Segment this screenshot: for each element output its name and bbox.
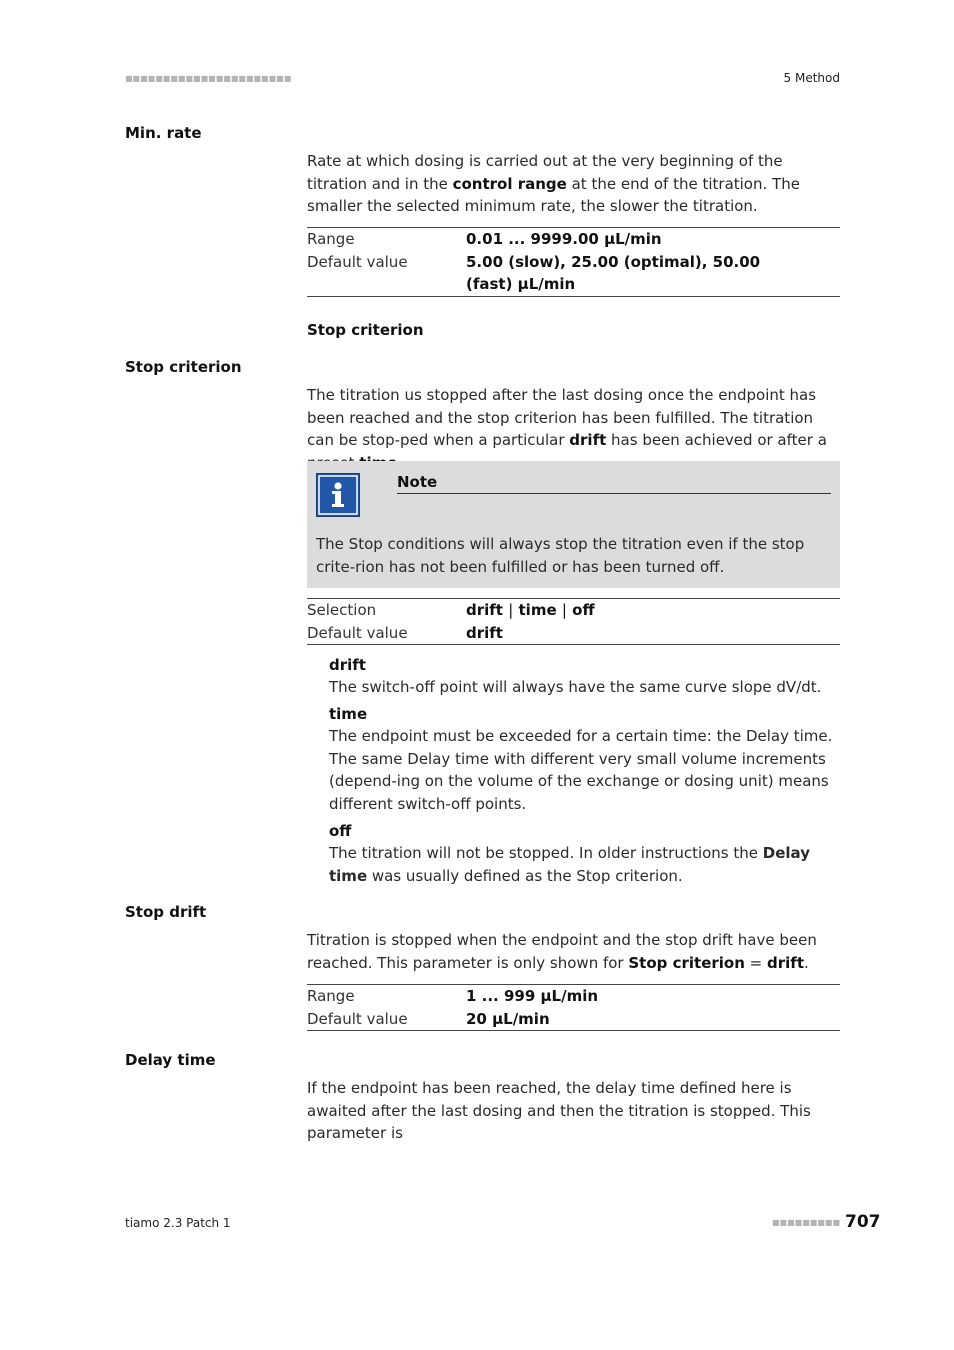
delay-time-description: If the endpoint has been reached, the delay time defined here is awaited after the last dosing and then the titration is stopped. This parameter is [307,1079,811,1142]
default-value: 20 µL/min [466,1009,550,1028]
param-label-delay-time: Delay time [125,1051,216,1069]
header-decoration: ■■■■■■■■■■■■■■■■■■■■■■ [125,74,292,83]
option-off [329,820,841,887]
default-value: drift [466,623,503,642]
stop-criterion-description: The titration us stopped after the last dosing once the endpoint has been reached and the stop criterion has been fulfilled. The titration can be stop-ped when a particular drift has been achieved or after a [307,386,827,449]
param-label-min-rate: Min. rate [125,124,202,142]
page-number: 707 [845,1212,881,1232]
stop-drift-description: Titration is stopped when the endpoint and the stop drift have been reached. This parameter is only shown for Stop criterion = drift. [307,931,817,972]
note-box [307,461,840,588]
note-title: Note [397,471,831,494]
option-time [329,703,841,815]
option-description: The switch-off point will always have the same curve slope dV/dt. [329,678,822,696]
stop-drift-table [307,984,840,1031]
option-term: off [329,822,352,840]
default-key: Default value [307,623,408,642]
option-description: The endpoint must be exceeded for a certain time: the Delay time. The same Delay time with different very small volume increments (depend-ing on the volume of the exchange or dosing unit) means different switch-off points. [329,727,833,813]
default-value: 5.00 (slow), 25.00 (optimal), 50.00 (fast) µL/min [466,252,761,293]
param-label-stop-criterion: Stop criterion [125,358,242,376]
stop-criterion-table [307,598,840,645]
product-name: tiamo 2.3 Patch 1 [125,1216,231,1230]
option-term: drift [329,656,366,674]
default-key: Default value [307,252,408,271]
min-rate-description: Rate at which dosing is carried out at the very beginning of the titration and in the control range at the end of the titration. The smaller the selected minimum rate, the slower the titration. [307,152,800,215]
option-drift [329,654,841,699]
subheading-stop-criterion: Stop criterion [307,321,424,339]
min-rate-table [307,227,840,297]
range-value: 1 ... 999 µL/min [466,987,599,1005]
param-label-stop-drift: Stop drift [125,903,207,921]
info-icon [316,473,360,517]
option-description: The titration will not be stopped. In older instructions the Delay time was usually defined as the Stop criterion. [329,844,810,885]
footer-decoration: ■■■■■■■■■ [772,1218,841,1227]
selection-value: drift | time | off [466,601,595,619]
selection-key: Selection [307,601,377,619]
section-title: 5 Method [783,71,840,85]
range-value: 0.01 ... 9999.00 µL/min [466,230,662,248]
range-key: Range [307,230,355,248]
note-text: The Stop conditions will always stop the titration even if the stop crite-rion has not been fulfilled or has been turned off. [316,535,805,576]
default-key: Default value [307,1009,408,1028]
option-term: time [329,705,368,723]
range-key: Range [307,987,355,1005]
